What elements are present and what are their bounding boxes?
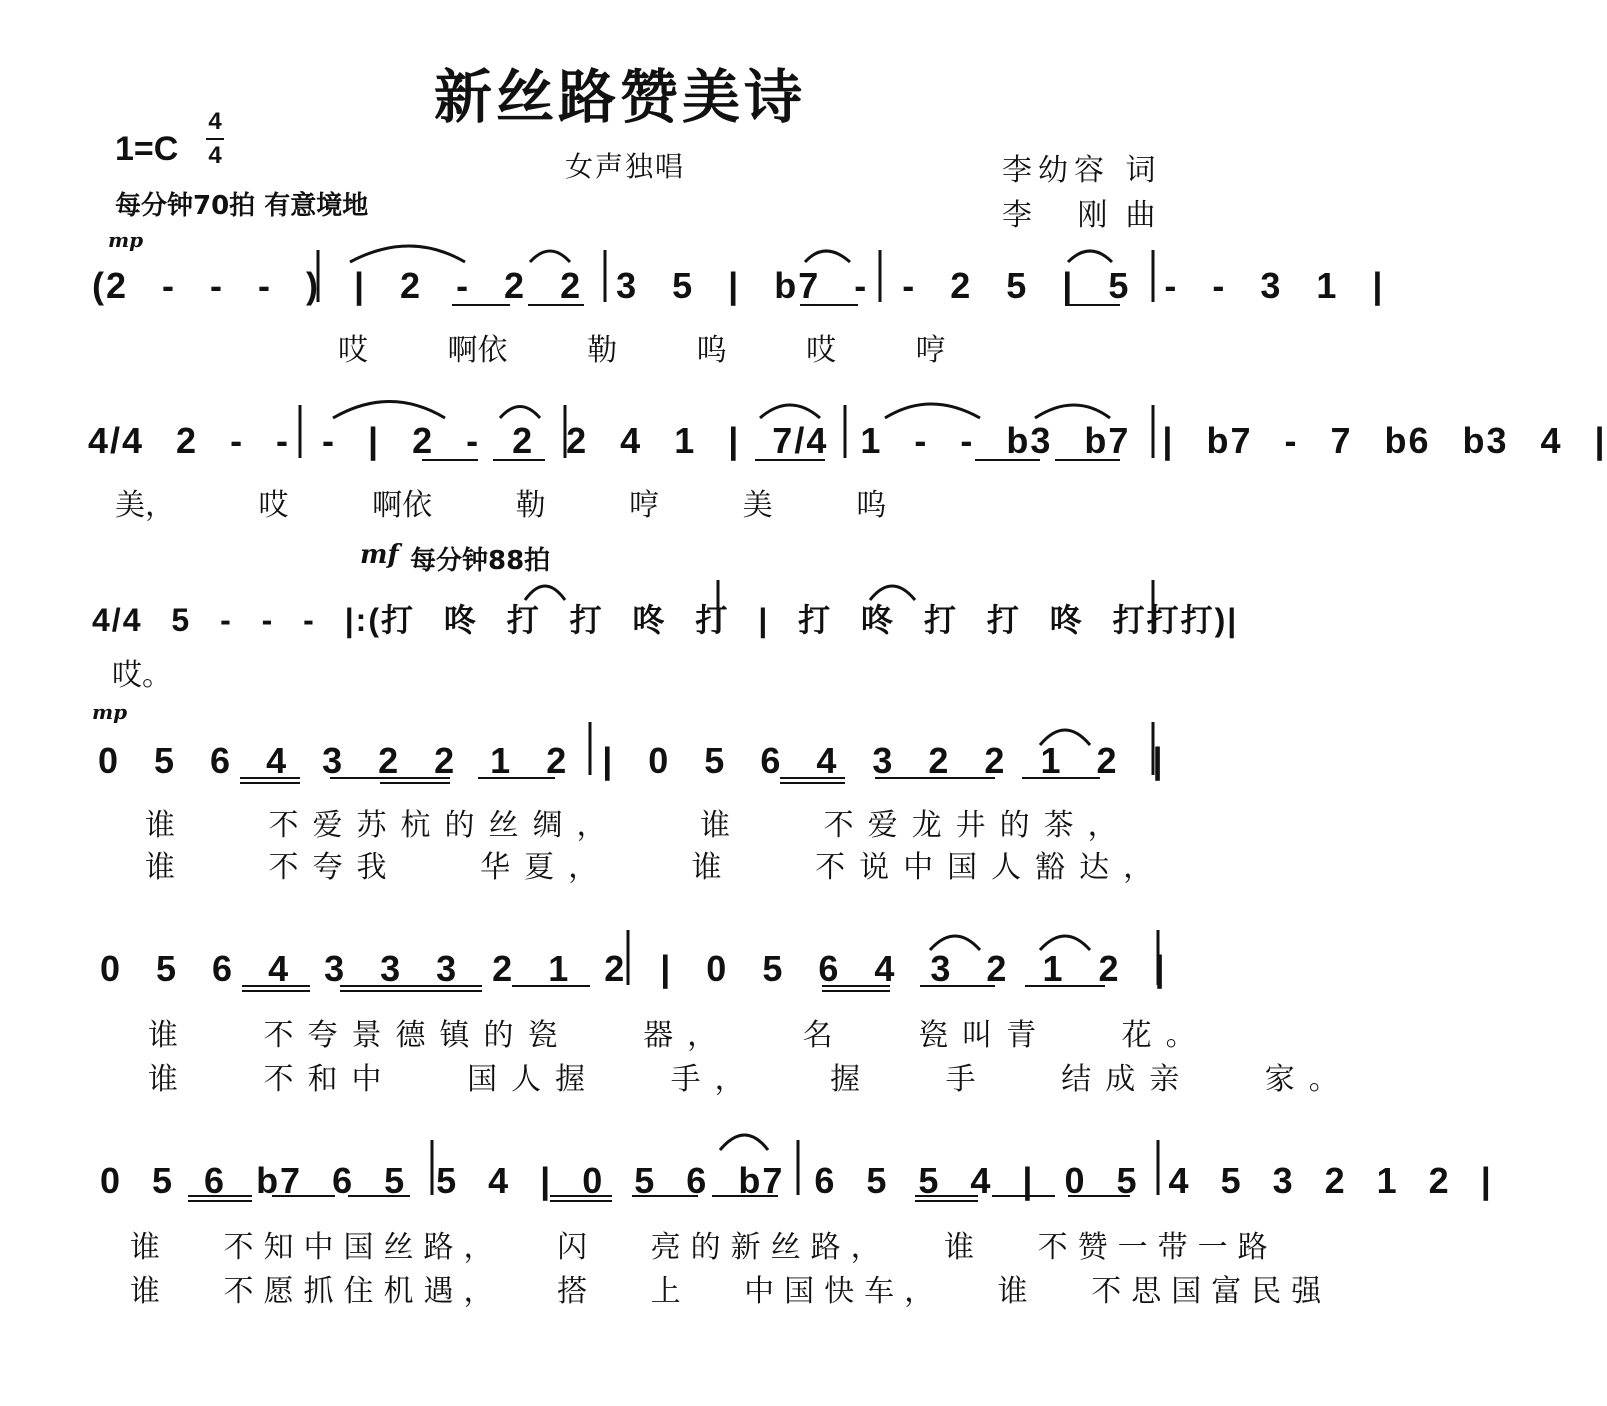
song-title: 新丝路赞美诗 [433,63,806,131]
lyric-line-5b: 谁 不和中 国人握 手， 握 手 结成亲 家。 [148,1062,1353,1097]
lyric-line-4b: 谁 不夸我 华夏， 谁 不说中国人豁达， [145,850,1168,885]
tie-mark [805,251,850,262]
tempo-marking-intro: 每分钟70拍 有意境地 [115,191,369,221]
key-signature: 1=C [115,130,179,168]
tie-mark [720,1135,768,1150]
tie-mark [500,407,540,419]
tie-mark [760,405,820,418]
lyric-line-6a: 谁 不知中国丝路， 闪 亮的新丝路， 谁 不赞一带一路 [130,1230,1278,1265]
tie-mark [333,402,445,419]
dynamic-mark-intro: mp [108,228,144,252]
composer-credit: 李 刚曲 [1002,198,1174,233]
time-signature-bottom: 4 [208,142,222,169]
performance-style: 女声独唱 [565,150,686,183]
notation-line-1: (2 - - - ) | 2 - 2 2 3 5 | b7 - - 2 5 | 5 - - 3 1 | [92,265,1385,306]
notation-line-4: 0 5 6 4 3 2 2 1 2 | 0 5 6 4 3 2 2 1 2 | [98,740,1165,781]
tie-mark [1068,251,1112,262]
tie-mark [885,404,980,418]
dynamic-mark-chorus: mf [360,540,399,570]
lyric-line-5a: 谁 不夸景德镇的瓷 器， 名 瓷叫青 花。 [148,1018,1210,1053]
notation-line-2: 4/4 2 - - - | 2 - 2 2 4 1 | 7/4 1 - - b3 b7 | b7 - 7 b6 b3 4 | [88,420,1607,461]
lyric-line-1: 哎 啊依 勒 呜 哎 哼 [338,333,946,368]
time-signature [206,108,224,170]
tempo-marking-chorus: 每分钟88拍 [410,546,551,576]
lyricist-credit: 李幼容 词 [1002,153,1162,188]
dynamic-mark-verse: mp [92,700,128,724]
notation-line-3: 4/4 5 - - - |:(打 咚 打 打 咚 打 | 打 咚 打 打 咚 打打打)| [92,602,1239,638]
tie-mark [350,246,465,262]
lyric-line-6b: 谁 不愿抓住机遇， 搭 上 中国快车， 谁 不思国富民强 [130,1274,1332,1309]
notation-line-6: 0 5 6 b7 6 5 5 4 | 0 5 6 b7 6 5 5 4 | 0 5 4 5 3 2 1 2 | [100,1160,1493,1201]
tie-mark [1035,405,1110,418]
lyric-line-3: 哎。 [112,658,172,693]
lyric-line-2: 美， 哎 啊依 勒 哼 美 呜 [115,488,887,523]
notation-line-5: 0 5 6 4 3 3 3 2 1 2 | 0 5 6 4 3 2 1 2 | [100,948,1167,989]
tie-mark [530,251,570,262]
lyric-line-4a: 谁 不爱苏杭的丝绸， 谁 不爱龙井的茶， [145,808,1132,843]
time-signature-top: 4 [208,108,222,135]
